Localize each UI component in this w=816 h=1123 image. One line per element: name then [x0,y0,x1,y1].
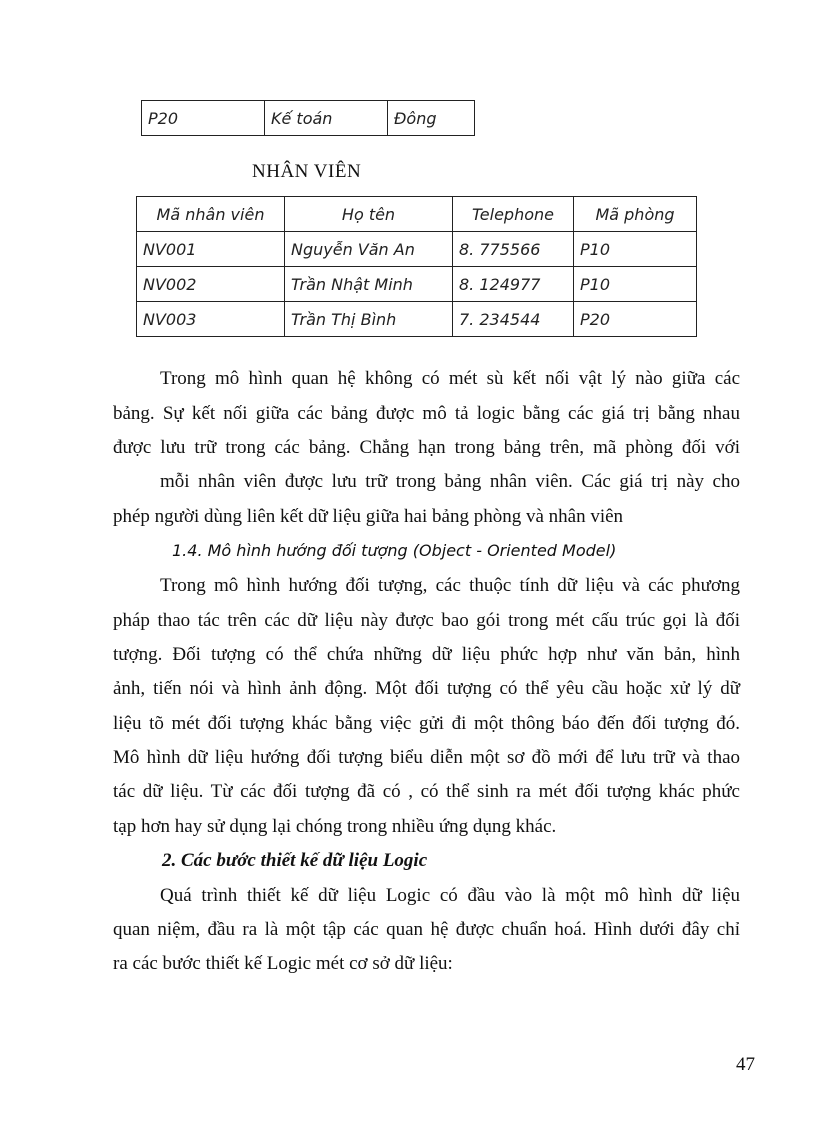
paragraph-line: được lưu trữ trong các bảng. Chẳng hạn trong bảng trên, mã phòng đối với [113,437,740,458]
column-header: Mã nhân viên [137,197,285,232]
table-cell: 7. 234544 [453,302,574,337]
paragraph-line: quan niệm, đầu ra là một tập các quan hệ được chuẩn hoá. Hình dưới đây chỉ [113,919,740,940]
table-title: NHÂN VIÊN [252,161,362,182]
paragraph-line: Trong mô hình quan hệ không có mét sù kết nối vật lý nào giữa các [160,368,740,389]
table-cell: Kế toán [265,101,388,136]
paragraph-line: tạp hơn hay sử dụng lại chóng trong nhiều ứng dụng khác. [113,816,557,837]
table-header-row [137,197,697,232]
paragraph-line: tác dữ liệu. Từ các đối tượng đã có , có thể sinh ra mét đối tượng khác phức [113,781,740,802]
section-heading: 2. Các bước thiết kế dữ liệu Logic [162,850,428,871]
paragraph-line: bảng. Sự kết nối giữa các bảng được mô tả logic bằng các giá trị bằng nhau [113,403,740,424]
page-number: 47 [736,1054,755,1075]
nhanvien-table [136,196,697,337]
section-heading: 1.4. Mô hình hướng đối tượng (Object - Oriented Model) [172,541,617,560]
paragraph-line: Trong mô hình hướng đối tượng, các thuộc tính dữ liệu và các phương [160,575,740,596]
table-cell: Trần Nhật Minh [285,267,453,302]
column-header: Họ tên [285,197,453,232]
table-cell: NV001 [137,232,285,267]
paragraph-line: Quá trình thiết kế dữ liệu Logic có đầu vào là một mô hình dữ liệu [160,885,740,906]
phong-table [141,100,475,136]
table-cell: Đông [388,101,475,136]
table-row [137,267,697,302]
paragraph-line: ảnh, tiến nói và hình ảnh động. Một đối tượng có thể yêu cầu hoặc xử lý dữ [113,678,740,699]
table-row [137,232,697,267]
table-cell: Nguyễn Văn An [285,232,453,267]
table-cell: P20 [574,302,697,337]
paragraph-line: liệu tõ mét đối tượng khác bằng việc gửi đi một thông báo đến đối tượng đó. [113,713,740,734]
paragraph-line: ra các bước thiết kế Logic mét cơ sở dữ liệu: [113,953,453,974]
table-cell: NV003 [137,302,285,337]
paragraph-line: tượng. Đối tượng có thể chứa những dữ liệu phức hợp như văn bản, hình [113,644,740,665]
table-row [137,302,697,337]
paragraph-line: phép người dùng liên kết dữ liệu giữa hai bảng phòng và nhân viên [113,506,624,527]
table-cell: Trần Thị Bình [285,302,453,337]
table-cell: P10 [574,267,697,302]
table-cell: P20 [142,101,265,136]
column-header: Mã phòng [574,197,697,232]
table-cell: 8. 124977 [453,267,574,302]
table-cell: 8. 775566 [453,232,574,267]
column-header: Telephone [453,197,574,232]
table-cell: NV002 [137,267,285,302]
paragraph-line: Mô hình dữ liệu hướng đối tượng biểu diễn một sơ đồ mới để lưu trữ và thao [113,747,740,768]
table-row [142,101,475,136]
paragraph-line: mỗi nhân viên được lưu trữ trong bảng nhân viên. Các giá trị này cho [160,471,740,492]
table-cell: P10 [574,232,697,267]
paragraph-line: pháp thao tác trên các dữ liệu này được bao gói trong mét cấu trúc gọi là đối [113,610,740,631]
